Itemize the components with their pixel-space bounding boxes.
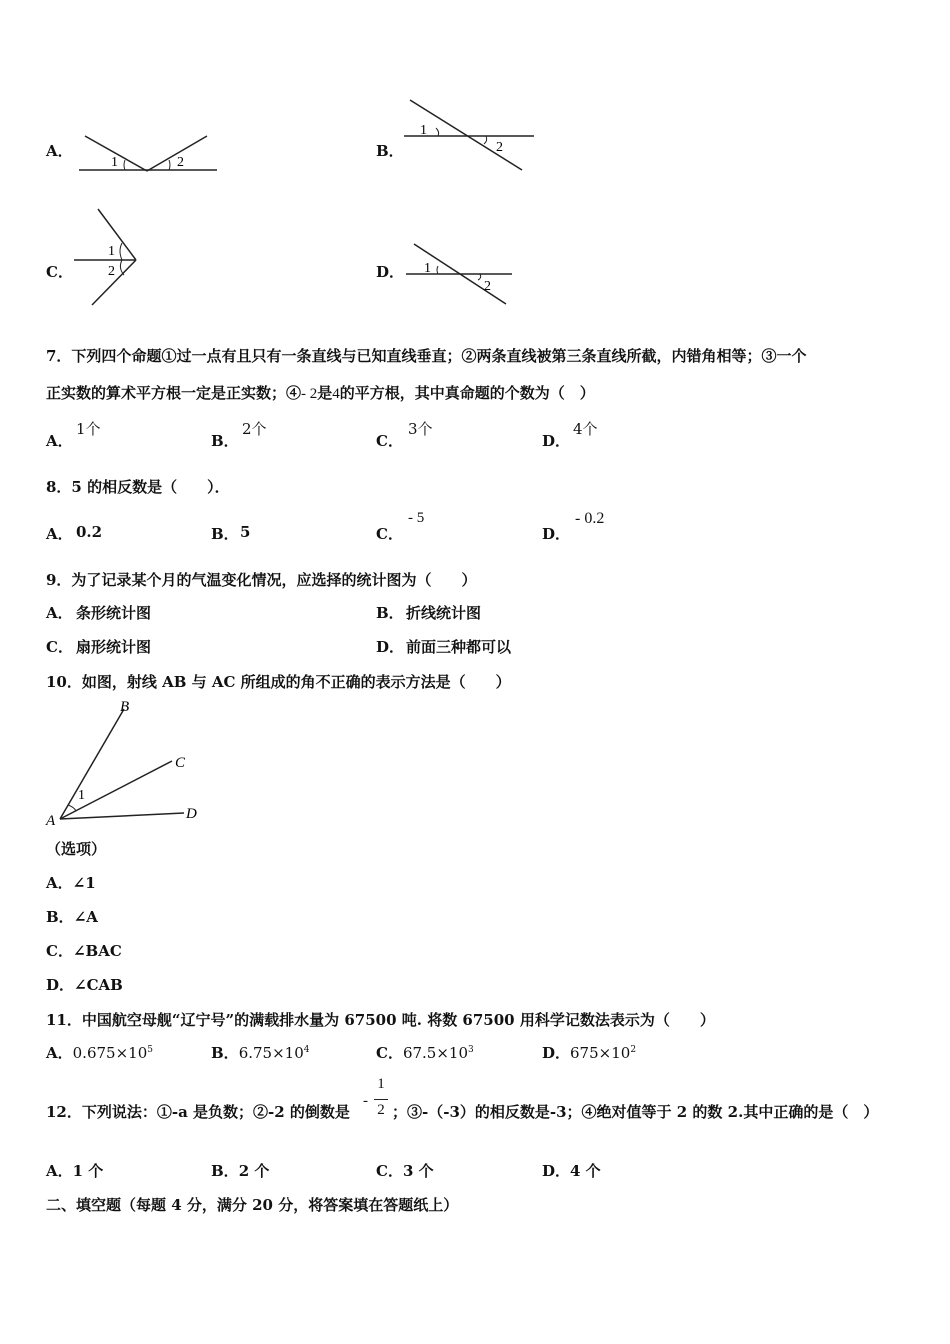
q10-angle-figure [40,695,210,830]
q6-option-a-figure [75,128,225,178]
q10-label-c: C [175,755,186,771]
q12-option-a-letter: A． [46,1162,73,1180]
q7-stem-line2a: 正实数的算术平方根一定是正实数；④ [46,384,302,402]
q11-option-a [46,1042,153,1063]
q9-option-d-value: 前面三种都可以 [406,638,512,656]
q6-option-d-letter: D． [376,263,405,281]
q8-option-b-value: 5 [240,523,251,541]
q12-fraction-sign: - [363,1093,368,1109]
q10-angle-1-label: 1 [78,788,85,803]
q10-label-a: A [46,813,56,829]
q11-stem: 11．中国航空母舰“辽宁号”的满载排水量为 67500 吨. 将数 67500 用科学记数法表示为（ ） [46,1011,715,1029]
q10-option-c-value: ∠BAC [72,942,122,960]
q12-fraction-numerator: 1 [377,1076,385,1092]
q11-option-c-letter: C． [376,1044,403,1062]
q6-c-angle-1: 1 [108,244,115,259]
q7-option-b-value: 2个 [242,420,267,438]
q10-option-d-letter: D． [46,976,75,994]
q8-option-c-value: - 5 [408,510,425,526]
q6-option-a-letter: A． [46,142,73,160]
q7-option-a-value: 1个 [76,420,101,438]
q7-stem-line1: 7．下列四个命题①过一点有且只有一条直线与已知直线垂直；②两条直线被第三条直线所截，内错角相等；③一个 [46,347,807,365]
q10-label-b: B [120,699,130,715]
q12-stem-b: ；③-（-3）的相反数是-3；④绝对值等于 2 的数 2.其中正确的是（ ） [392,1103,879,1121]
q11-option-c-exp: 3 [468,1045,474,1055]
q12-option-a [46,1160,103,1181]
q6-b-angle-2: 2 [496,140,503,155]
q7-option-d-value: 4个 [573,420,598,438]
q6-option-b-figure [400,96,540,176]
q12-fraction-denominator: 2 [377,1102,385,1118]
q12-option-c-letter: C． [376,1162,403,1180]
q11-option-d-letter: D． [542,1044,571,1062]
q10-option-a [46,872,96,893]
q10-label-d: D [186,806,197,822]
q6-d-angle-1: 1 [424,261,431,276]
q9-option-c-value: 扇形统计图 [76,638,152,656]
section2-title: 二、填空题（每题 4 分，满分 20 分，将答案填在答题纸上） [46,1196,459,1214]
q10-option-b-letter: B． [46,908,74,926]
q6-option-d-figure [400,238,520,310]
q11-option-d-exp: 2 [630,1045,637,1055]
q6-a-angle-2: 2 [177,155,184,170]
q9-option-d-letter: D． [376,638,405,656]
q9-option-b-value: 折线统计图 [406,604,482,622]
q12-option-a-value: 1 个 [72,1162,104,1180]
q6-d-angle-2: 2 [484,279,491,294]
q7-option-d-letter: D． [542,432,571,450]
q10-option-c [46,940,122,961]
q11-option-b [211,1042,309,1063]
q11-option-c-value: 67.5×10 [402,1044,469,1062]
q7-neg-two: - 2 [301,386,318,402]
q7-stem-line2b: 是 [317,384,333,402]
q10-option-b [46,906,98,927]
q10-option-a-value: ∠1 [72,874,96,892]
q11-option-a-exp: 5 [147,1045,153,1055]
q12-option-c [376,1160,434,1181]
q11-option-b-value: 6.75×10 [238,1044,304,1062]
q6-a-angle-1: 1 [111,155,118,170]
q10-stem: 10．如图，射线 AB 与 AC 所组成的角不正确的表示方法是（ ） [46,673,511,691]
q8-option-a-letter: A． [46,525,73,543]
q11-option-a-letter: A． [46,1044,73,1062]
q9-option-c-letter: C． [46,638,73,656]
q12-option-c-value: 3 个 [402,1162,434,1180]
q7-option-b-letter: B． [211,432,239,450]
q9-option-b-letter: B． [376,604,404,622]
q12-fraction-bar [374,1099,388,1100]
q11-option-d-value: 675×10 [570,1044,631,1062]
q12-option-b [211,1160,269,1181]
q7-stem-line2 [46,382,595,403]
q7-option-c-value: 3个 [408,420,433,438]
q8-option-d-letter: D． [542,525,571,543]
q12-option-b-value: 2 个 [238,1162,270,1180]
q7-four: 4 [332,386,340,402]
q6-option-b-letter: B． [376,142,404,160]
q10-option-c-letter: C． [46,942,73,960]
q7-option-a-letter: A． [46,432,73,450]
q8-option-d-value: - 0.2 [575,510,605,527]
q10-option-a-letter: A． [46,874,73,892]
q6-option-c-letter: C． [46,263,73,281]
q12-option-d [542,1160,601,1181]
q8-stem: 8．5 的相反数是（ ）． [46,478,230,496]
q11-option-c [376,1042,474,1063]
q9-option-a-letter: A． [46,604,73,622]
q10-option-d [46,974,123,995]
q6-option-c-figure [70,205,150,310]
q11-option-a-value: 0.675×10 [72,1044,148,1062]
q7-option-c-letter: C． [376,432,403,450]
q6-c-angle-2: 2 [108,264,115,279]
q12-option-d-letter: D． [542,1162,571,1180]
q12-stem-a: 12．下列说法：①-a 是负数；②-2 的倒数是 [46,1103,350,1121]
q9-option-a-value: 条形统计图 [76,604,152,622]
q11-option-b-letter: B． [211,1044,239,1062]
q7-stem-line2c: 的平方根，其中真命题的个数为（ ） [339,384,595,402]
q11-option-b-exp: 4 [303,1045,310,1055]
q12-option-b-letter: B． [211,1162,239,1180]
q9-stem: 9．为了记录某个月的气温变化情况，应选择的统计图为（ ） [46,571,477,589]
q10-option-b-value: ∠A [73,908,98,926]
q10-option-d-value: ∠CAB [74,976,123,994]
q6-b-angle-1: 1 [420,123,427,138]
q11-option-d [542,1042,636,1063]
q8-option-a-value: 0.2 [76,523,103,541]
q8-option-c-letter: C． [376,525,403,543]
q8-option-b-letter: B． [211,525,239,543]
q12-option-d-value: 4 个 [570,1162,601,1180]
q10-options-label: （选项） [46,840,107,858]
